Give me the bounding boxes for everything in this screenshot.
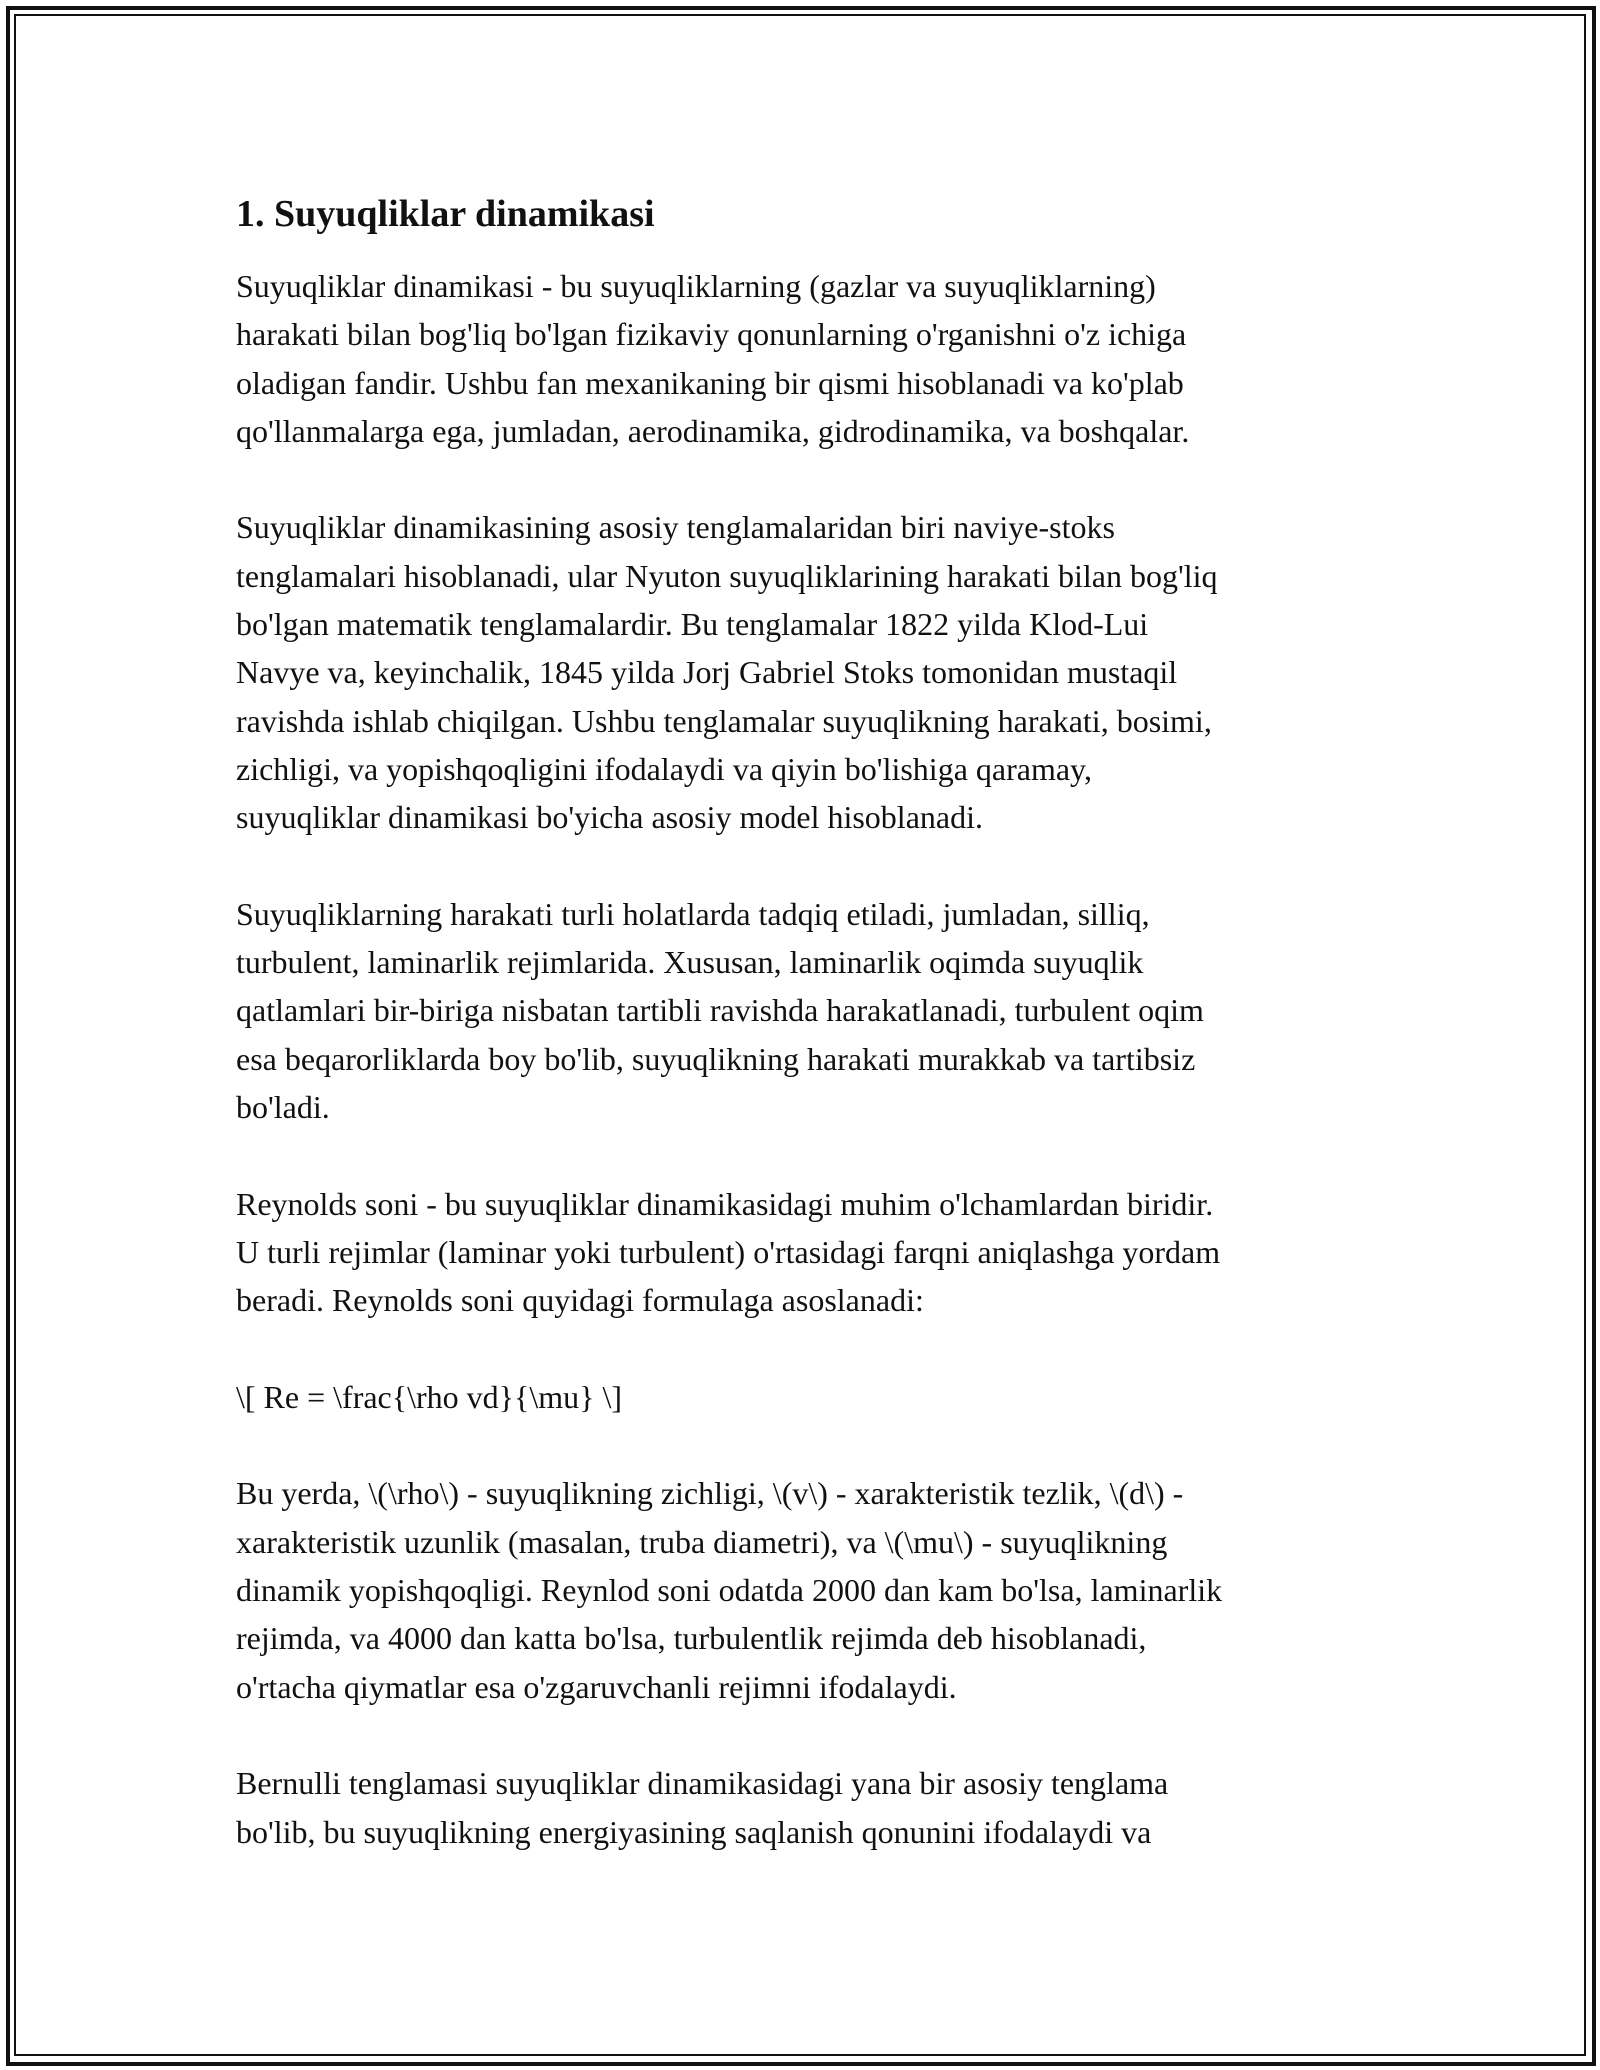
paragraph-variables <box>236 1469 1366 1710</box>
text-line: o'rtacha qiymatlar esa o'zgaruvchanli rejimni ifodalaydi. <box>236 1668 957 1705</box>
text-line: bo'ladi. <box>236 1089 330 1126</box>
text-line: beradi. Reynolds soni quyidagi formulaga asoslanadi: <box>236 1282 924 1319</box>
text-line: suyuqliklar dinamikasi bo'yicha asosiy model hisoblanadi. <box>236 799 983 836</box>
text-line: oladigan fandir. Ushbu fan mexanikaning bir qismi hisoblanadi va ko'plab <box>236 364 1184 401</box>
text-line: Suyuqliklarning harakati turli holatlarda tadqiq etiladi, jumladan, silliq, <box>236 895 1150 932</box>
text-line: qatlamlari bir-biriga nisbatan tartibli ravishda harakatlanadi, turbulent oqim <box>236 992 1204 1029</box>
paragraph-flow-regimes <box>236 890 1366 1131</box>
document-body <box>236 186 1366 1904</box>
text-line: Bu yerda, \(\rho\) - suyuqlikning zichligi, \(v\) - xarakteristik tezlik, \(d\) - <box>236 1475 1184 1512</box>
text-line: Navye va, keyinchalik, 1845 yilda Jorj Gabriel Stoks tomonidan mustaqil <box>236 654 1178 691</box>
paragraph-intro <box>236 262 1366 455</box>
text-line: dinamik yopishqoqligi. Reynlod soni odatda 2000 dan kam bo'lsa, laminarlik <box>236 1572 1223 1609</box>
text-line: rejimda, va 4000 dan katta bo'lsa, turbulentlik rejimda deb hisoblanadi, <box>236 1620 1147 1657</box>
text-line: zichligi, va yopishqoqligini ifodalaydi va qiyin bo'lishiga qaramay, <box>236 750 1092 787</box>
text-line: U turli rejimlar (laminar yoki turbulent) o'rtasidagi farqni aniqlashga yordam <box>236 1233 1221 1270</box>
text-line: Reynolds soni - bu suyuqliklar dinamikasidagi muhim o'lchamlardan biridir. <box>236 1185 1214 1222</box>
text-line: bo'lgan matematik tenglamalardir. Bu tenglamalar 1822 yilda Klod-Lui <box>236 606 1149 643</box>
page-title: 1. Suyuqliklar dinamikasi <box>236 193 655 235</box>
text-line: bo'lib, bu suyuqlikning energiyasining saqlanish qonunini ifodalaydi va <box>236 1813 1152 1850</box>
paragraph-reynolds <box>236 1180 1366 1325</box>
paragraph-bernoulli <box>236 1759 1366 1856</box>
text-line: xarakteristik uzunlik (masalan, truba diametri), va \(\mu\) - suyuqlikning <box>236 1523 1168 1560</box>
paragraph-navier-stokes <box>236 503 1366 841</box>
text-line: Suyuqliklar dinamikasi - bu suyuqliklarning (gazlar va suyuqliklarning) <box>236 268 1156 304</box>
text-line: turbulent, laminarlik rejimlarida. Xususan, laminarlik oqimda suyuqlik <box>236 944 1144 981</box>
formula-reynolds <box>236 1373 1366 1421</box>
text-line: qo'llanmalarga ega, jumladan, aerodinamika, gidrodinamika, va boshqalar. <box>236 412 1190 449</box>
text-line: Suyuqliklar dinamikasining asosiy tenglamalaridan biri naviye-stoks <box>236 509 1115 546</box>
text-line: ravishda ishlab chiqilgan. Ushbu tenglamalar suyuqlikning harakati, bosimi, <box>236 702 1212 739</box>
formula-line: \[ Re = \frac{\rho vd}{\mu} \] <box>236 1378 623 1415</box>
text-line: harakati bilan bog'liq bo'lgan fizikaviy qonunlarning o'rganishni o'z ichiga <box>236 316 1187 353</box>
text-line: esa beqarorliklarda boy bo'lib, suyuqlikning harakati murakkab va tartibsiz <box>236 1040 1196 1077</box>
text-line: Bernulli tenglamasi suyuqliklar dinamikasidagi yana bir asosiy tenglama <box>236 1765 1169 1802</box>
text-line: tenglamalari hisoblanadi, ular Nyuton suyuqliklarining harakati bilan bog'liq <box>236 557 1218 594</box>
